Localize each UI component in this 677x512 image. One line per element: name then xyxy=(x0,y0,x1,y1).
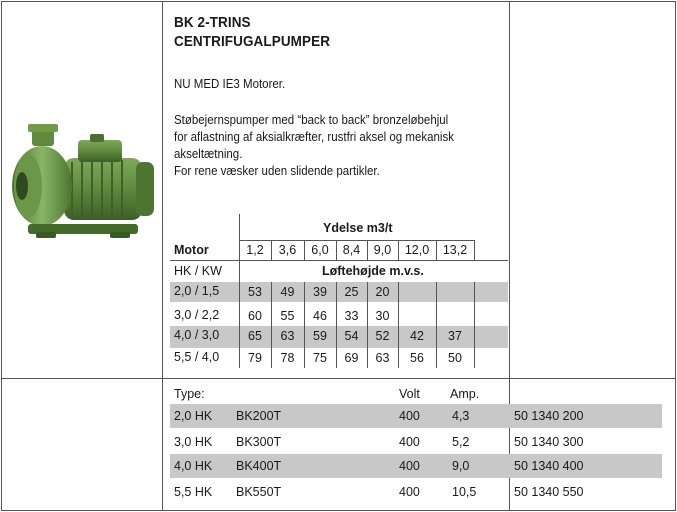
head-value: 33 xyxy=(344,309,359,323)
head-value: 63 xyxy=(280,329,295,343)
capacity-value: 1,2 xyxy=(246,243,264,257)
amp-header: Amp. xyxy=(450,387,480,401)
capacity-value: 9,0 xyxy=(373,243,392,257)
type-model: BK300T xyxy=(236,435,282,449)
capacity-value: 6,0 xyxy=(311,243,329,257)
capacity-value: 12,0 xyxy=(404,243,430,257)
head-value: 53 xyxy=(248,285,262,299)
type-amp: 4,3 xyxy=(452,409,470,423)
head-value: 60 xyxy=(248,309,262,323)
type-number: 50 1340 300 xyxy=(514,435,584,449)
head-value: 54 xyxy=(344,329,359,343)
volt-header: Volt xyxy=(399,387,420,401)
head-value: 78 xyxy=(280,351,295,365)
type-header: Type: xyxy=(174,387,205,401)
head-value: 39 xyxy=(313,285,327,299)
motor-rating: 5,5 / 4,0 xyxy=(174,350,220,364)
capacity-value: 13,2 xyxy=(442,243,468,257)
type-hk: 4,0 HK xyxy=(174,459,213,473)
type-model: BK200T xyxy=(236,409,282,423)
type-hk: 3,0 HK xyxy=(174,435,213,449)
head-value: 50 xyxy=(448,351,462,365)
description-line: Støbejernspumper med “back to back” bronzeløbehjul xyxy=(174,113,449,127)
product-description xyxy=(174,112,454,180)
type-amp: 5,2 xyxy=(452,435,470,449)
divider-section xyxy=(1,378,676,379)
grid-line xyxy=(474,240,475,260)
type-hk: 5,5 HK xyxy=(174,485,213,499)
type-number: 50 1340 200 xyxy=(514,409,584,423)
head-value: 65 xyxy=(248,329,262,343)
type-model: BK550T xyxy=(236,485,282,499)
head-value: 20 xyxy=(375,285,390,299)
type-volt: 400 xyxy=(399,485,420,499)
head-value: 69 xyxy=(344,351,359,365)
head-value: 42 xyxy=(410,329,424,343)
divider-right xyxy=(509,1,510,511)
head-value: 25 xyxy=(344,285,359,299)
description-line: akseltætning. xyxy=(174,147,243,161)
head-value: 79 xyxy=(248,351,262,365)
description-line: For rene væsker uden slidende partikler. xyxy=(174,164,380,178)
motor-rating: 3,0 / 2,2 xyxy=(174,308,220,322)
type-number: 50 1340 550 xyxy=(514,485,584,499)
type-amp: 9,0 xyxy=(452,459,470,473)
product-subtitle: NU MED IE3 Motorer. xyxy=(174,77,286,91)
head-value: 63 xyxy=(375,351,390,365)
type-volt: 400 xyxy=(399,435,420,449)
motor-rating: 2,0 / 1,5 xyxy=(174,284,220,298)
type-volt: 400 xyxy=(399,409,420,423)
head-value: 49 xyxy=(280,285,295,299)
type-volt: 400 xyxy=(399,459,420,473)
capacity-value: 3,6 xyxy=(278,243,297,257)
pump-photo-icon xyxy=(6,120,158,248)
type-hk: 2,0 HK xyxy=(174,409,213,423)
product-title xyxy=(174,13,330,51)
capacity-value: 8,4 xyxy=(342,243,361,257)
head-value: 52 xyxy=(375,329,390,343)
head-value: 37 xyxy=(448,329,462,343)
head-value: 30 xyxy=(375,309,390,323)
divider-left xyxy=(162,1,163,511)
title-line-1: BK 2-TRINS xyxy=(174,14,251,31)
head-value: 55 xyxy=(280,309,295,323)
motor-header: Motor xyxy=(174,243,209,257)
grid-line xyxy=(170,260,508,261)
description-line: for aflastning af aksialkræfter, rustfri aksel og mekanisk xyxy=(174,130,454,144)
grid-line xyxy=(474,282,475,368)
title-line-2: CENTRIFUGALPUMPER xyxy=(174,33,331,50)
type-model: BK400T xyxy=(236,459,282,473)
type-number: 50 1340 400 xyxy=(514,459,584,473)
head-value: 46 xyxy=(313,309,327,323)
power-header: HK / KW xyxy=(174,264,222,278)
motor-rating: 4,0 / 3,0 xyxy=(174,328,220,342)
head-value: 75 xyxy=(313,351,327,365)
head-value: 59 xyxy=(313,329,327,343)
head-header: Løftehøjde m.v.s. xyxy=(322,264,424,278)
capacity-header: Ydelse m3/t xyxy=(323,221,393,235)
head-value: 56 xyxy=(410,351,424,365)
type-amp: 10,5 xyxy=(452,485,477,499)
